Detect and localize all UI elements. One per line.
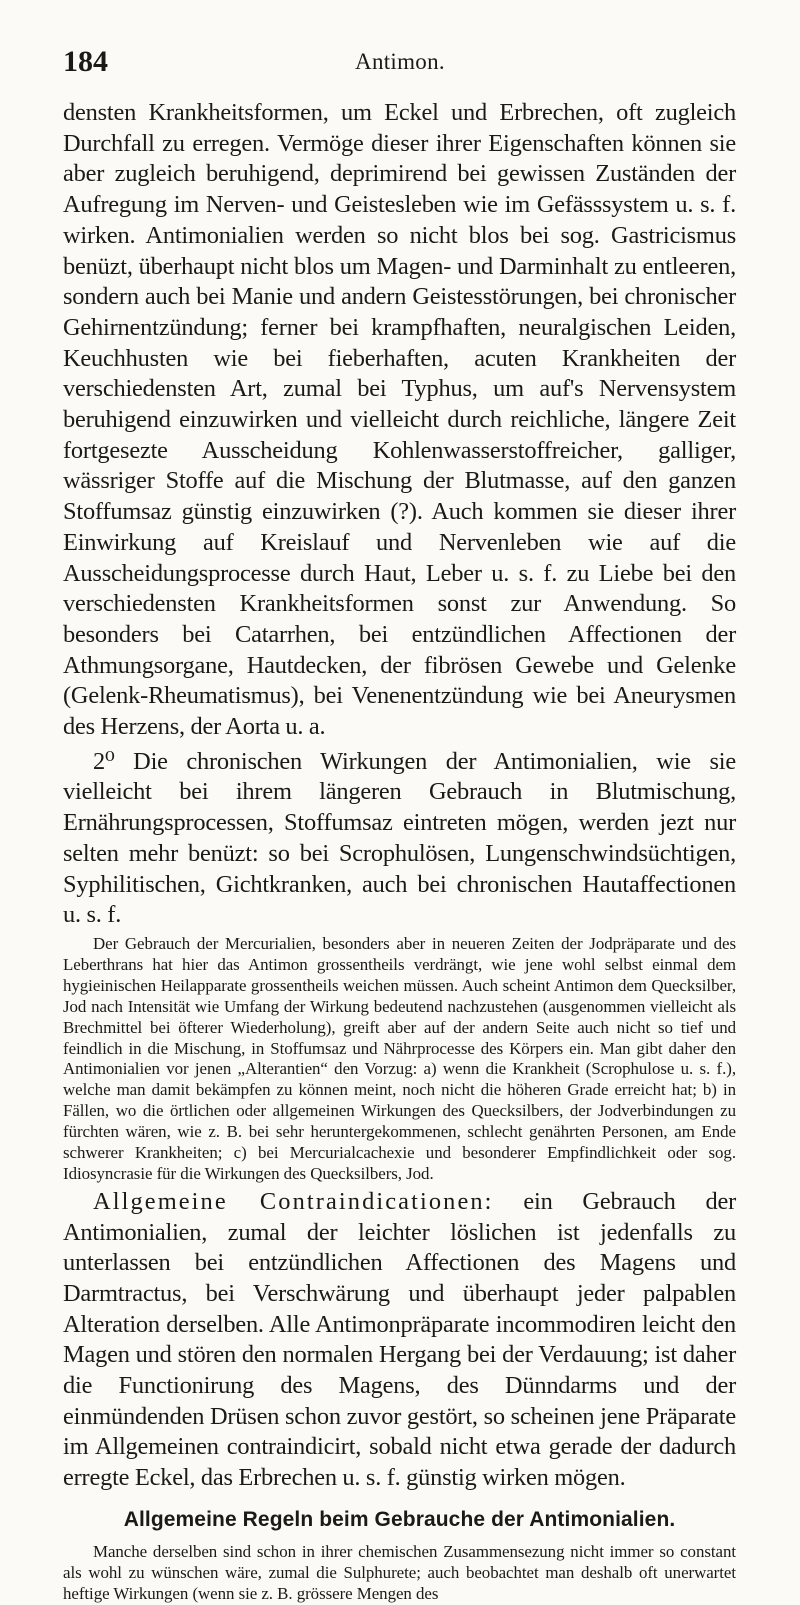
paragraph-acute-uses: densten Krankheitsformen, um Eckel und Erbrechen, oft zugleich Durchfall zu erregen. Vermöge dieser ihrer Eigenschaften können sie aber zugleich beruhigend, deprimirend bei gewissen Zuständen der Aufregung im Nerven- und Geistesleben wie im Gefässsystem u. s. f. wirken. Antimonialien werden so nicht blos bei sog. Gastricismus benüzt, überhaupt nicht blos um Magen- und Darminhalt zu entleeren, sondern auch bei Manie und andern Geistesstörungen, bei chronischer Gehirnentzündung; ferner bei krampfhaften, neuralgischen Leiden, Keuchhusten wie bei fieberhaften, acuten Krankheiten der verschiedensten Art, zumal bei Typhus, um auf's Nervensystem beruhigend einzuwirken und vielleicht durch reichliche, längere Zeit fortgesezte Ausscheidung Kohlenwasserstoffreicher, galliger, wässriger Stoffe auf die Mischung der Blutmasse, auf den ganzen Stoffumsaz günstig einzuwirken (?). Auch kommen sie dieser ihrer Einwirkung auf Kreislauf und Nervenleben wie auf die Ausscheidungsprocesse durch Haut, Leber u. s. f. zu Liebe bei den verschiedensten Krankheitsformen sonst zur Anwendung. So besonders bei Catarrhen, bei entzündlichen Affectionen der Athmungsorgane, Hautdecken, der fibrösen Gewebe und Gelenke (Gelenk-Rheumatismus), bei Venenentzündung wie bei Aneurysmen des Herzens, der Aorta u. a. (63, 99, 736, 741)
paragraph-contraindications (63, 1187, 736, 1494)
paragraph-chronic-effects: 2⁰ Die chronischen Wirkungen der Antimonialien, wie sie vielleicht bei ihrem längeren Gebrauch in Blutmischung, Ernährungsprocessen, Stoffumsaz eintreten mögen, werden jezt nur selten mehr benüzt: so bei Scrophulösen, Lungenschwindsüchtigen, Syphilitischen, Gichtkranken, auch bei chronischen Hautaffectionen u. s. f. (63, 747, 736, 929)
contraindications-text: ein Gebrauch der Antimonialien, zumal der leichter löslichen ist jedenfalls zu unterlassen bei entzündlichen Affectionen des Magens und Darmtractus, bei Verschwärung und überhaupt jeder palpablen Alteration derselben. Alle Antimonpräparate incommodiren leicht den Magen und stören den normalen Hergang bei der Verdauung; ist daher die Functionirung des Magens, des Dünndarms und der einmündenden Drüsen schon zuvor gestört, so scheinen jene Präparate im Allgemeinen contraindicirt, sobald nicht etwa gerade der dadurch erregte Eckel, das Erbrechen u. s. f. günstig wirken mögen. (63, 1187, 736, 1492)
section-heading: Allgemeine Regeln beim Gebrauche der Antimonialien. (123, 1507, 676, 1531)
page-body (63, 98, 736, 1605)
page-header (0, 42, 800, 82)
contraindications-lead: Allgemeine Contraindicationen: (93, 1187, 494, 1215)
page-number: 184 (63, 45, 108, 78)
note-rules: Manche derselben sind schon in ihrer chemischen Zusammensezung nicht immer so constant als wohl zu wünschen wäre, zumal die Sulphurete; auch beobachtet man deshalb oft unerwartet heftige Wirkungen (wenn sie z. B. grössere Mengen des (63, 1541, 736, 1603)
running-head: Antimon. (355, 49, 445, 74)
note-mercurials-comparison: Der Gebrauch der Mercurialien, besonders aber in neueren Zeiten der Jodpräparate und des Leberthrans hat hier das Antimon grossentheils verdrängt, wie jene wohl selbst einmal dem hygieinischen Heilapparate grossentheils weichen müssen. Auch scheint Antimon dem Quecksilber, Jod nach Intensität wie Umfang der Wirkung bedeutend nachzustehen (ausgenommen vielleicht als Brechmittel bei öfterer Wiederholung), greift aber auf der andern Seite auch nicht so tief und feindlich in die Mischung, in Stoffumsaz und Nährprocesse des Körpers ein. Man gibt daher den Antimonialien vor jenen „Alterantien“ den Vorzug: a) wenn die Krankheit (Scrophulose u. s. f.), welche man damit bekämpfen zu können meint, noch nicht die höheren Grade erreicht hat; b) in Fällen, wo die örtlichen oder allgemeinen Wirkungen des Quecksilbers, der Jodverbindungen zu fürchten wären, wie z. B. bei sehr heruntergekommenen, schlecht genährten Personen, am Ende schwerer Krankheiten; c) bei Mercurialcachexie und besonderer Empfindlichkeit oder sog. Idiosyncrasie für die Wirkungen des Quecksilbers, Jod. (63, 933, 736, 1183)
